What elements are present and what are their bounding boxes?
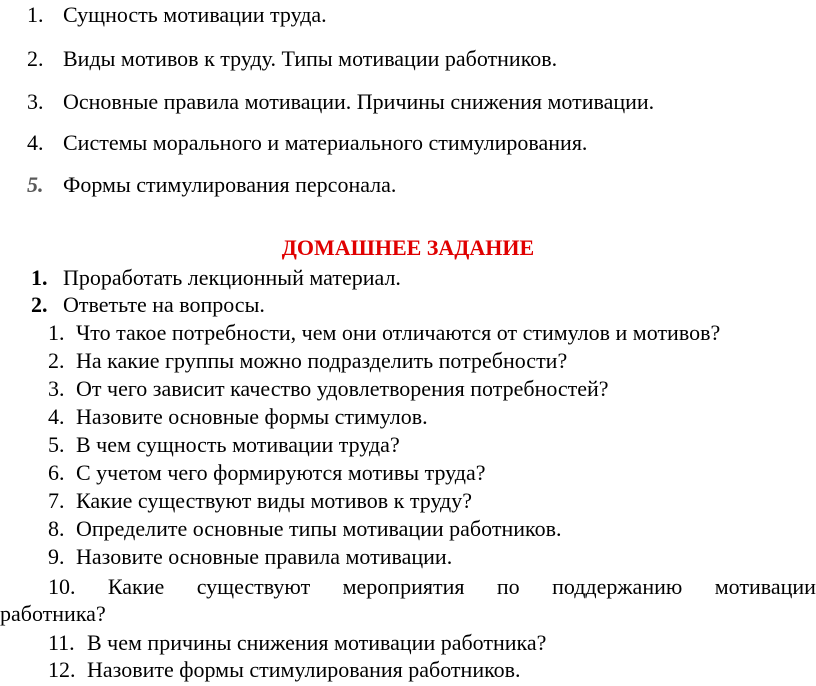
question-item-justified: [48, 574, 816, 600]
question-text: Какие существуют виды мотивов к труду?: [76, 488, 473, 513]
question-number: 11.: [48, 630, 75, 655]
task-text: Ответьте на вопросы.: [63, 292, 265, 317]
question-word: мероприятия: [342, 574, 465, 599]
topic-text: Сущность мотивации труда.: [63, 2, 327, 27]
question-word: Какие: [107, 574, 165, 599]
question-text-continuation: работника?: [0, 601, 106, 626]
question-number: 5.: [48, 432, 65, 457]
question-word: мотивации: [714, 574, 816, 599]
homework-heading: [0, 234, 816, 262]
task-number: 2.: [31, 292, 48, 317]
question-text: Назовите основные правила мотивации.: [76, 544, 453, 569]
question-text: В чем причины снижения мотивации работника?: [87, 630, 547, 655]
question-text: Назовите формы стимулирования работников.: [87, 657, 521, 682]
question-word: по: [496, 574, 520, 599]
question-number: 6.: [48, 460, 65, 485]
topic-number: 2.: [27, 46, 44, 71]
question-number: 8.: [48, 516, 65, 541]
question-number: 10.: [48, 574, 76, 599]
question-word: существуют: [196, 574, 311, 599]
question-text: От чего зависит качество удовлетворения потребностей?: [76, 376, 609, 401]
question-text: Назовите основные формы стимулов.: [76, 404, 428, 429]
question-text: С учетом чего формируются мотивы труда?: [76, 460, 486, 485]
question-text: На какие группы можно подразделить потребности?: [76, 348, 568, 373]
topic-number: 3.: [27, 89, 44, 114]
question-text: Что такое потребности, чем они отличаются от стимулов и мотивов?: [76, 320, 721, 345]
question-text: Определите основные типы мотивации работников.: [76, 516, 562, 541]
task-text: Проработать лекционный материал.: [63, 265, 401, 290]
question-text: В чем сущность мотивации труда?: [76, 432, 400, 457]
question-number: 12.: [48, 657, 76, 682]
topic-text: Системы морального и материального стимулирования.: [63, 130, 588, 155]
question-number: 3.: [48, 376, 65, 401]
topic-number: 4.: [27, 130, 44, 155]
question-number: 2.: [48, 348, 65, 373]
topic-text: Основные правила мотивации. Причины снижения мотивации.: [63, 89, 655, 114]
topic-text: Формы стимулирования персонала.: [63, 172, 397, 197]
homework-heading-text: ДОМАШНЕЕ ЗАДАНИЕ: [281, 235, 535, 260]
question-number: 7.: [48, 488, 65, 513]
topic-text: Виды мотивов к труду. Типы мотивации работников.: [63, 46, 558, 71]
topic-number: 5.: [27, 172, 44, 197]
question-number: 1.: [48, 320, 65, 345]
question-number: 9.: [48, 544, 65, 569]
question-number: 4.: [48, 404, 65, 429]
task-number: 1.: [31, 265, 48, 290]
topic-number: 1.: [27, 2, 44, 27]
question-word: поддержанию: [552, 574, 683, 599]
